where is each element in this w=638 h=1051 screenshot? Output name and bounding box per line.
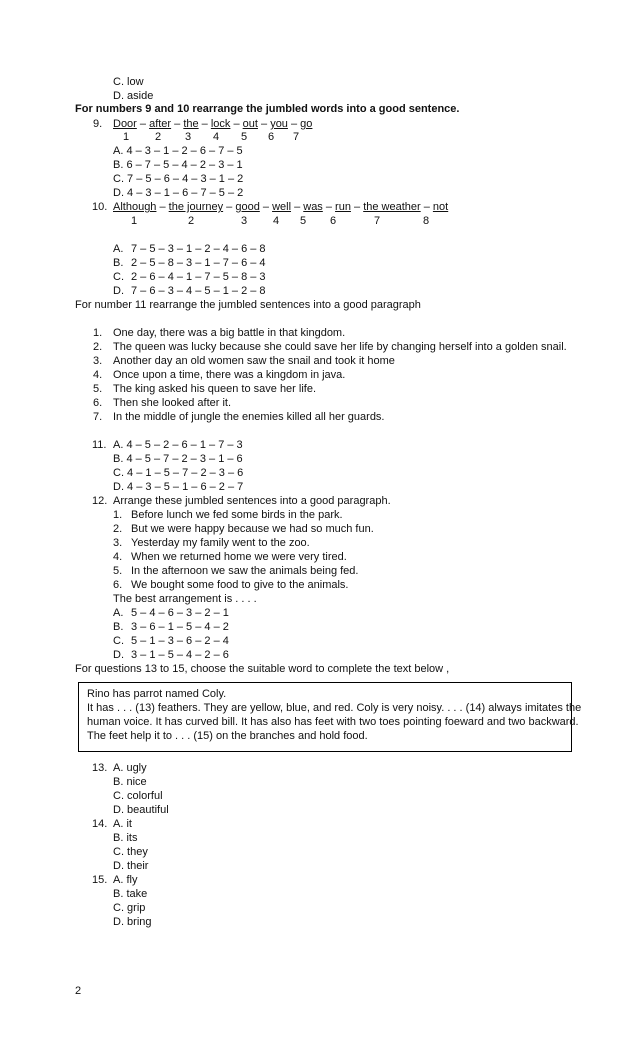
q15-option-c: C. grip (113, 902, 146, 914)
heading-question-11: For number 11 rearrange the jumbled sentences into a good paragraph (75, 299, 421, 311)
p11-num: 2. (93, 341, 103, 353)
p11-num: 3. (93, 355, 103, 367)
q10-number: 10. (92, 201, 108, 213)
text-box-line: The feet help it to . . . (15) on the branches and hold food. (87, 730, 368, 742)
q9-word: the (183, 118, 199, 130)
q10-option-d-letter: D. (113, 285, 124, 297)
q9-option-c: C. 7 – 5 – 6 – 4 – 3 – 1 – 2 (113, 173, 244, 185)
q8-option-c: C. low (113, 76, 144, 88)
reading-text-box (78, 682, 582, 752)
p11-num: 7. (93, 411, 103, 423)
q15-option-b: B. take (113, 888, 148, 900)
q12-best-arrangement: The best arrangement is . . . . (113, 593, 257, 605)
q11-option-c: C. 4 – 1 – 5 – 7 – 2 – 3 – 6 (113, 467, 244, 479)
q10-index: 7 (374, 215, 381, 227)
q13-option-b: B. nice (113, 776, 147, 788)
text-box-line: It has . . . (13) feathers. They are yellow, blue, and red. Coly is very noisy. . . . (14) always imitates the (87, 702, 582, 714)
q12-option-b-letter: B. (113, 621, 124, 633)
q12-sentence: But we were happy because we had so much fun. (131, 523, 374, 535)
q9-word: Door (113, 118, 137, 130)
q10-option-a-value: 7 – 5 – 3 – 1 – 2 – 4 – 6 – 8 (131, 243, 266, 255)
q12-num: 5. (113, 565, 123, 577)
p11-sentence: Then she looked after it. (113, 397, 232, 409)
q14-option-a: A. it (113, 818, 132, 830)
q12-num: 4. (113, 551, 123, 563)
q10-option-b-letter: B. (113, 257, 124, 269)
q14-option-b: B. its (113, 832, 138, 844)
q14-number: 14. (92, 818, 108, 830)
q12-option-a-letter: A. (113, 607, 124, 619)
q9-index: 4 (213, 131, 220, 143)
p11-num: 1. (93, 327, 103, 339)
q10-index: 2 (188, 215, 195, 227)
q13-option-a: A. ugly (113, 762, 147, 774)
q9-word: go (300, 118, 313, 130)
p11-sentence: The queen was lucky because she could save her life by changing herself into a golden snail. (113, 341, 567, 353)
q9-option-b: B. 6 – 7 – 5 – 4 – 2 – 3 – 1 (113, 159, 243, 171)
p11-sentence: One day, there was a big battle in that kingdom. (113, 327, 346, 339)
heading-questions-13-15: For questions 13 to 15, choose the suitable word to complete the text below , (75, 663, 450, 675)
q13-number: 13. (92, 762, 108, 774)
q12-option-d-value: 3 – 1 – 5 – 4 – 2 – 6 (131, 649, 229, 661)
q12-option-d-letter: D. (113, 649, 124, 661)
q9-index: 7 (293, 131, 300, 143)
p11-sentence: Once upon a time, there was a kingdom in java. (113, 369, 346, 381)
q9-index: 1 (123, 131, 130, 143)
q12-option-a-value: 5 – 4 – 6 – 3 – 2 – 1 (131, 607, 229, 619)
q9-index: 6 (268, 131, 275, 143)
q10-word: was (303, 201, 323, 213)
q10-index: 8 (423, 215, 430, 227)
q9-option-a: A. 4 – 3 – 1 – 2 – 6 – 7 – 5 (113, 145, 243, 157)
q9-word: out (242, 118, 258, 130)
text-box-line: human voice. It has curved bill. It has also has feet with two toes pointing foeward and two backward. (87, 716, 579, 728)
q12-option-c-value: 5 – 1 – 3 – 6 – 2 – 4 (131, 635, 229, 647)
p11-num: 4. (93, 369, 103, 381)
q12-num: 6. (113, 579, 123, 591)
q13-option-d: D. beautiful (113, 804, 169, 816)
p11-num: 6. (93, 397, 103, 409)
q9-option-d: D. 4 – 3 – 1 – 6 – 7 – 5 – 2 (113, 187, 244, 199)
q14-option-d: D. their (113, 860, 149, 872)
q11-option-a: A. 4 – 5 – 2 – 6 – 1 – 7 – 3 (113, 439, 243, 451)
q10-index: 5 (300, 215, 307, 227)
q10-index: 4 (273, 215, 280, 227)
p11-sentence: The king asked his queen to save her life. (113, 383, 317, 395)
q10-option-a-letter: A. (113, 243, 124, 255)
p11-sentence: In the middle of jungle the enemies killed all her guards. (113, 411, 385, 423)
q10-word: not (432, 201, 449, 213)
q15-option-a: A. fly (113, 874, 138, 886)
q9-jumbled-words: Door – after – the – lock – out – you – go (113, 118, 313, 130)
q9-word: you (270, 118, 288, 130)
q10-word: run (335, 201, 351, 213)
q12-number: 12. (92, 495, 108, 507)
q12-num: 1. (113, 509, 123, 521)
q12-sentence: Before lunch we fed some birds in the park. (131, 509, 343, 521)
q9-index: 3 (185, 131, 192, 143)
q11-number: 11. (92, 439, 107, 451)
q10-word: the journey (168, 201, 224, 213)
q9-index: 2 (155, 131, 162, 143)
q12-num: 2. (113, 523, 123, 535)
q10-option-c-letter: C. (113, 271, 124, 283)
q10-word: the weather (363, 201, 421, 213)
q9-number: 9. (93, 118, 103, 130)
q12-num: 3. (113, 537, 123, 549)
page-number: 2 (75, 985, 82, 997)
q10-jumbled-words: Although – the journey – good – well – was – run – the weather – not (113, 201, 449, 213)
q10-index: 3 (241, 215, 248, 227)
text-box-line: Rino has parrot named Coly. (87, 688, 227, 700)
q15-number: 15. (92, 874, 108, 886)
q9-word: lock (210, 118, 231, 130)
q12-option-c-letter: C. (113, 635, 124, 647)
q12-sentence: When we returned home we were very tired. (131, 551, 347, 563)
q10-word: Although (113, 201, 157, 213)
q11-option-b: B. 4 – 5 – 7 – 2 – 3 – 1 – 6 (113, 453, 243, 465)
q8-option-d: D. aside (113, 90, 154, 102)
q9-word: after (149, 118, 172, 130)
p11-num: 5. (93, 383, 103, 395)
q15-option-d: D. bring (113, 916, 152, 928)
q10-option-b-value: 2 – 5 – 8 – 3 – 1 – 7 – 6 – 4 (131, 257, 266, 269)
q12-sentence: In the afternoon we saw the animals being fed. (131, 565, 359, 577)
q10-option-c-value: 2 – 6 – 4 – 1 – 7 – 5 – 8 – 3 (131, 271, 266, 283)
q13-option-c: C. colorful (113, 790, 163, 802)
p11-sentence: Another day an old women saw the snail and took it home (113, 355, 395, 367)
q12-sentence: We bought some food to give to the animals. (131, 579, 349, 591)
q10-word: good (235, 201, 260, 213)
q10-word: well (272, 201, 292, 213)
q10-index: 6 (330, 215, 337, 227)
q12-option-b-value: 3 – 6 – 1 – 5 – 4 – 2 (131, 621, 229, 633)
q12-sentence: Yesterday my family went to the zoo. (131, 537, 310, 549)
q14-option-c: C. they (113, 846, 148, 858)
q10-index: 1 (131, 215, 138, 227)
q11-option-d: D. 4 – 3 – 5 – 1 – 6 – 2 – 7 (113, 481, 244, 493)
heading-questions-9-10: For numbers 9 and 10 rearrange the jumbled words into a good sentence. (75, 103, 460, 115)
q9-index: 5 (241, 131, 248, 143)
q12-prompt: Arrange these jumbled sentences into a good paragraph. (113, 495, 391, 507)
q10-option-d-value: 7 – 6 – 3 – 4 – 5 – 1 – 2 – 8 (131, 285, 266, 297)
